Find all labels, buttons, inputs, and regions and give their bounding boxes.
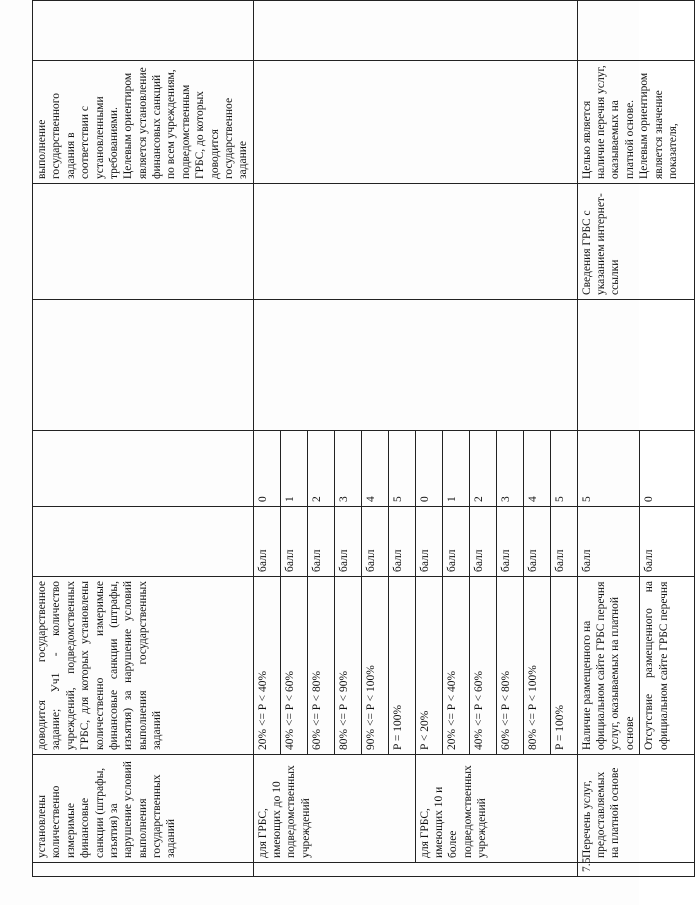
row-number-cell [253, 863, 577, 877]
empty-cell [253, 300, 577, 431]
criterion-cell: P = 100% [388, 577, 415, 755]
unit-cell: балл [334, 507, 361, 577]
unit-cell: балл [577, 507, 640, 577]
score-cell [33, 431, 254, 507]
score-cell: 3 [334, 431, 361, 507]
score-cell: 0 [415, 431, 442, 507]
score-cell: 5 [577, 431, 640, 507]
criterion-cell: P < 20% [415, 577, 442, 755]
group-name-cell: для ГРБС, имеющих до 10 подведомственных учреждений [253, 755, 415, 863]
criterion-cell: 40% <= P < 60% [469, 577, 496, 755]
table-row [253, 1, 280, 877]
criterion-cell: доводится государственное задание; Уч1 - количество учреждений, подведомственных ГРБС, для которых установлены количественно измеримые финансовые санкции (штрафы, изъятия) за нарушение условий выполнения государственных заданий [33, 577, 254, 755]
criterion-cell: 80% <= P < 90% [334, 577, 361, 755]
unit-cell: балл [550, 507, 577, 577]
score-cell: 5 [388, 431, 415, 507]
goal-cell: Целью является наличие перечня услуг, оказываемых на платной основе. Целевым ориентиром является значение показателя, [577, 61, 695, 184]
table-row [577, 1, 640, 877]
criterion-cell: Отсутствие размещенного на официальном сайте ГРБС перечня [640, 577, 695, 755]
row-number-cell: 7.5 [577, 863, 695, 877]
score-cell: 3 [496, 431, 523, 507]
unit-cell: балл [523, 507, 550, 577]
group-name-cell: для ГРБС, имеющих 10 и более подведомственных учреждений [415, 755, 577, 863]
criterion-cell: 40% <= P < 60% [280, 577, 307, 755]
score-cell: 1 [442, 431, 469, 507]
score-cell: 5 [550, 431, 577, 507]
unit-cell: балл [388, 507, 415, 577]
score-cell: 4 [523, 431, 550, 507]
unit-cell: балл [496, 507, 523, 577]
table-row [33, 1, 254, 877]
score-cell: 1 [280, 431, 307, 507]
indicator-name-cell: Перечень услуг, предоставляемых на платной основе [577, 755, 695, 863]
indicator-name-cell: установлены количественно измеримые финансовые санкции (штрафы, изъятия) за нарушение условий выполнения государственных заданий [33, 755, 254, 863]
criterion-cell: 20% <= P < 40% [442, 577, 469, 755]
tail-cell [253, 1, 577, 61]
score-cell: 2 [469, 431, 496, 507]
criterion-cell: P = 100% [550, 577, 577, 755]
score-cell: 0 [253, 431, 280, 507]
empty-cell [33, 300, 254, 431]
unit-cell: балл [442, 507, 469, 577]
score-cell: 0 [640, 431, 695, 507]
criterion-cell: Наличие размещенного на официальном сайте ГРБС перечня услуг, оказываемых на платной основе [577, 577, 640, 755]
tail-cell [577, 1, 695, 61]
unit-cell: балл [469, 507, 496, 577]
criterion-cell: 60% <= P < 80% [496, 577, 523, 755]
unit-cell: балл [307, 507, 334, 577]
score-cell: 4 [361, 431, 388, 507]
unit-cell: балл [640, 507, 695, 577]
rotated-table-page [32, 27, 679, 877]
unit-cell: балл [361, 507, 388, 577]
score-cell: 2 [307, 431, 334, 507]
tail-cell [33, 1, 254, 61]
criteria-table [32, 0, 695, 877]
criterion-cell: 90% <= P < 100% [361, 577, 388, 755]
source-cell: Сведения ГРБС с указанием интернет-ссылки [577, 184, 695, 300]
unit-cell: балл [253, 507, 280, 577]
unit-cell: балл [280, 507, 307, 577]
criterion-cell: 60% <= P < 80% [307, 577, 334, 755]
source-cell [33, 184, 254, 300]
empty-cell [577, 300, 695, 431]
row-number-cell [33, 863, 254, 877]
criterion-cell: 20% <= P < 40% [253, 577, 280, 755]
goal-cell [253, 61, 577, 184]
unit-cell [33, 507, 254, 577]
source-cell [253, 184, 577, 300]
unit-cell: балл [415, 507, 442, 577]
criterion-cell: 80% <= P < 100% [523, 577, 550, 755]
goal-cell: выполнение государственного задания в соответствии с установленными требованиями. Целевым ориентиром является установление финансовых санкций по всем учреждениям, подведомственным ГРБС, до которых доводится государственное задание [33, 61, 254, 184]
